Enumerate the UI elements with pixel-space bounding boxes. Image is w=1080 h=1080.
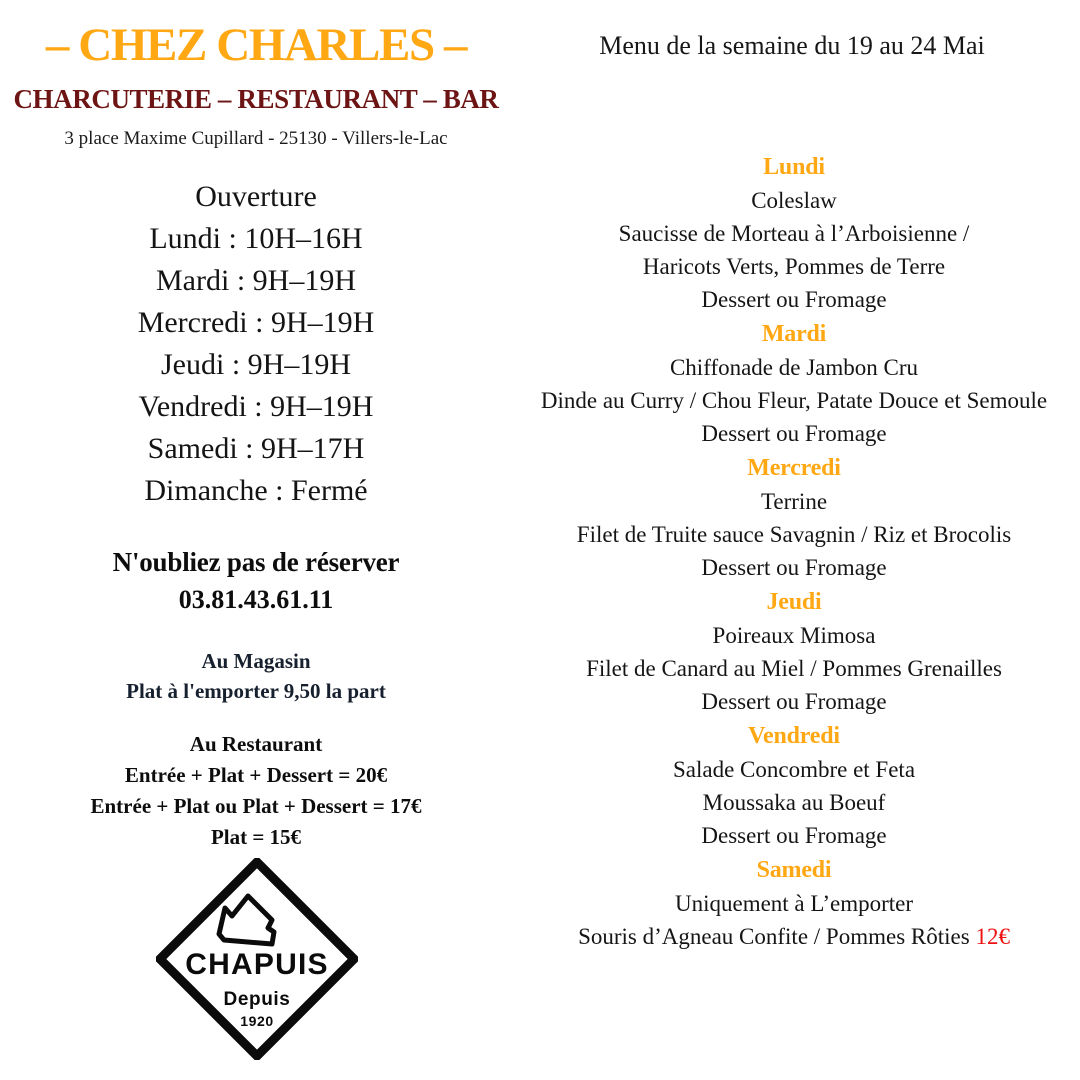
week-menu-header: Menu de la semaine du 19 au 24 Mai xyxy=(599,31,985,60)
menu-dish-line xyxy=(510,920,1078,953)
menu-day-name: Mercredi xyxy=(747,455,841,481)
chapuis-logo xyxy=(156,858,358,1060)
menu-dish-line xyxy=(510,551,1078,584)
opening-hours-line: Mercredi : 9H–19H xyxy=(137,306,375,339)
menu-dish-text: Moussaka au Boeuf xyxy=(702,790,886,815)
restaurant-subtitle: CHARCUTERIE – RESTAURANT – BAR xyxy=(13,84,499,114)
opening-hours-line: Mardi : 9H–19H xyxy=(156,264,356,297)
logo-since-label: Depuis xyxy=(223,989,291,1010)
menu-dish-text: Saucisse de Morteau à l’Arboisienne / xyxy=(618,221,970,246)
menu-dish-line xyxy=(510,518,1078,551)
menu-day-group xyxy=(510,585,1078,718)
menu-dish-text: Dessert ou Fromage xyxy=(701,421,887,446)
menu-day-name: Samedi xyxy=(756,857,832,883)
reservation-heading: N'oubliez pas de réserver xyxy=(112,547,400,577)
menu-dish-line xyxy=(510,619,1078,652)
opening-hours-line: Samedi : 9H–17H xyxy=(147,432,365,465)
menu-dish-line xyxy=(510,250,1078,283)
menu-dish-text: Filet de Canard au Miel / Pommes Grenailles xyxy=(586,656,1002,681)
menu-dish-text: Uniquement à L’emporter xyxy=(674,891,914,916)
menu-dish-text: Dinde au Curry / Chou Fleur, Patate Douce et Semoule xyxy=(540,388,1048,413)
logo-brand-name: CHAPUIS xyxy=(185,948,329,981)
menu-dish-line xyxy=(510,184,1078,217)
right-column xyxy=(512,0,1080,1080)
menu-dish-text: Chiffonade de Jambon Cru xyxy=(669,355,919,380)
menu-dish-line xyxy=(510,786,1078,819)
restaurant-price-line: Plat = 15€ xyxy=(210,825,302,849)
reservation-phone[interactable]: 03.81.43.61.11 xyxy=(178,585,334,614)
menu-dish-text: Souris d’Agneau Confite / Pommes Rôties xyxy=(578,924,976,949)
opening-hours-block xyxy=(0,176,512,512)
restaurant-price-line: Entrée + Plat + Dessert = 20€ xyxy=(124,763,388,787)
menu-day-group xyxy=(510,853,1078,953)
menu-day-name: Vendredi xyxy=(748,723,840,749)
menu-day-name: Lundi xyxy=(763,154,825,180)
restaurant-address: 3 place Maxime Cupillard - 25130 - Villers-le-Lac xyxy=(64,128,448,149)
menu-dish-line xyxy=(510,384,1078,417)
menu-dish-text: Poireaux Mimosa xyxy=(712,623,876,648)
menu-dish-text: Terrine xyxy=(760,489,828,514)
menu-dish-line xyxy=(510,217,1078,250)
menu-day-name: Mardi xyxy=(761,321,827,347)
opening-hours-line: Jeudi : 9H–19H xyxy=(161,348,351,381)
opening-hours-line: Lundi : 10H–16H xyxy=(149,222,363,255)
menu-dish-line xyxy=(510,351,1078,384)
menu-dish-line xyxy=(510,652,1078,685)
menu-dish-text: Dessert ou Fromage xyxy=(701,689,887,714)
restaurant-price-line: Entrée + Plat ou Plat + Dessert = 17€ xyxy=(90,794,422,818)
menu-day-group xyxy=(510,150,1078,316)
menu-dish-line xyxy=(510,753,1078,786)
menu-dish-line xyxy=(510,685,1078,718)
restaurant-prices-list xyxy=(0,760,512,853)
menu-dish-text: Haricots Verts, Pommes de Terre xyxy=(642,254,946,279)
menu-dish-text: Salade Concombre et Feta xyxy=(672,757,916,782)
restaurant-prices-heading: Au Restaurant xyxy=(189,732,323,756)
opening-hours-line: Vendredi : 9H–19H xyxy=(138,390,374,423)
restaurant-title: – CHEZ CHARLES – xyxy=(45,19,467,71)
menu-dish-text: Coleslaw xyxy=(751,188,837,213)
menu-dish-text: Dessert ou Fromage xyxy=(701,555,887,580)
menu-dish-line xyxy=(510,417,1078,450)
menu-day-group xyxy=(510,451,1078,584)
shop-offer-block xyxy=(0,646,512,706)
opening-hours-list xyxy=(0,218,512,512)
menu-day-name: Jeudi xyxy=(766,589,822,615)
menu-day-group xyxy=(510,719,1078,852)
shop-offer-heading: Au Magasin xyxy=(201,649,311,673)
menu-dish-line xyxy=(510,887,1078,920)
opening-hours-title: Ouverture xyxy=(195,180,317,213)
menu-dish-line xyxy=(510,283,1078,316)
left-column xyxy=(0,0,512,1080)
reservation-block xyxy=(0,544,512,619)
restaurant-prices-block xyxy=(0,729,512,853)
opening-hours-line: Dimanche : Fermé xyxy=(144,474,368,507)
menu-dish-text: Dessert ou Fromage xyxy=(701,823,887,848)
week-menu-list xyxy=(510,150,1078,954)
logo-since-year: 1920 xyxy=(240,1013,274,1029)
shop-offer-line: Plat à l'emporter 9,50 la part xyxy=(126,679,386,703)
menu-dish-line xyxy=(510,485,1078,518)
menu-dish-line xyxy=(510,819,1078,852)
menu-dish-text: Dessert ou Fromage xyxy=(701,287,887,312)
chapuis-logo-svg xyxy=(156,858,358,1060)
menu-day-group xyxy=(510,317,1078,450)
menu-dish-price: 12€ xyxy=(975,924,1010,949)
menu-dish-text: Filet de Truite sauce Savagnin / Riz et Brocolis xyxy=(576,522,1012,547)
